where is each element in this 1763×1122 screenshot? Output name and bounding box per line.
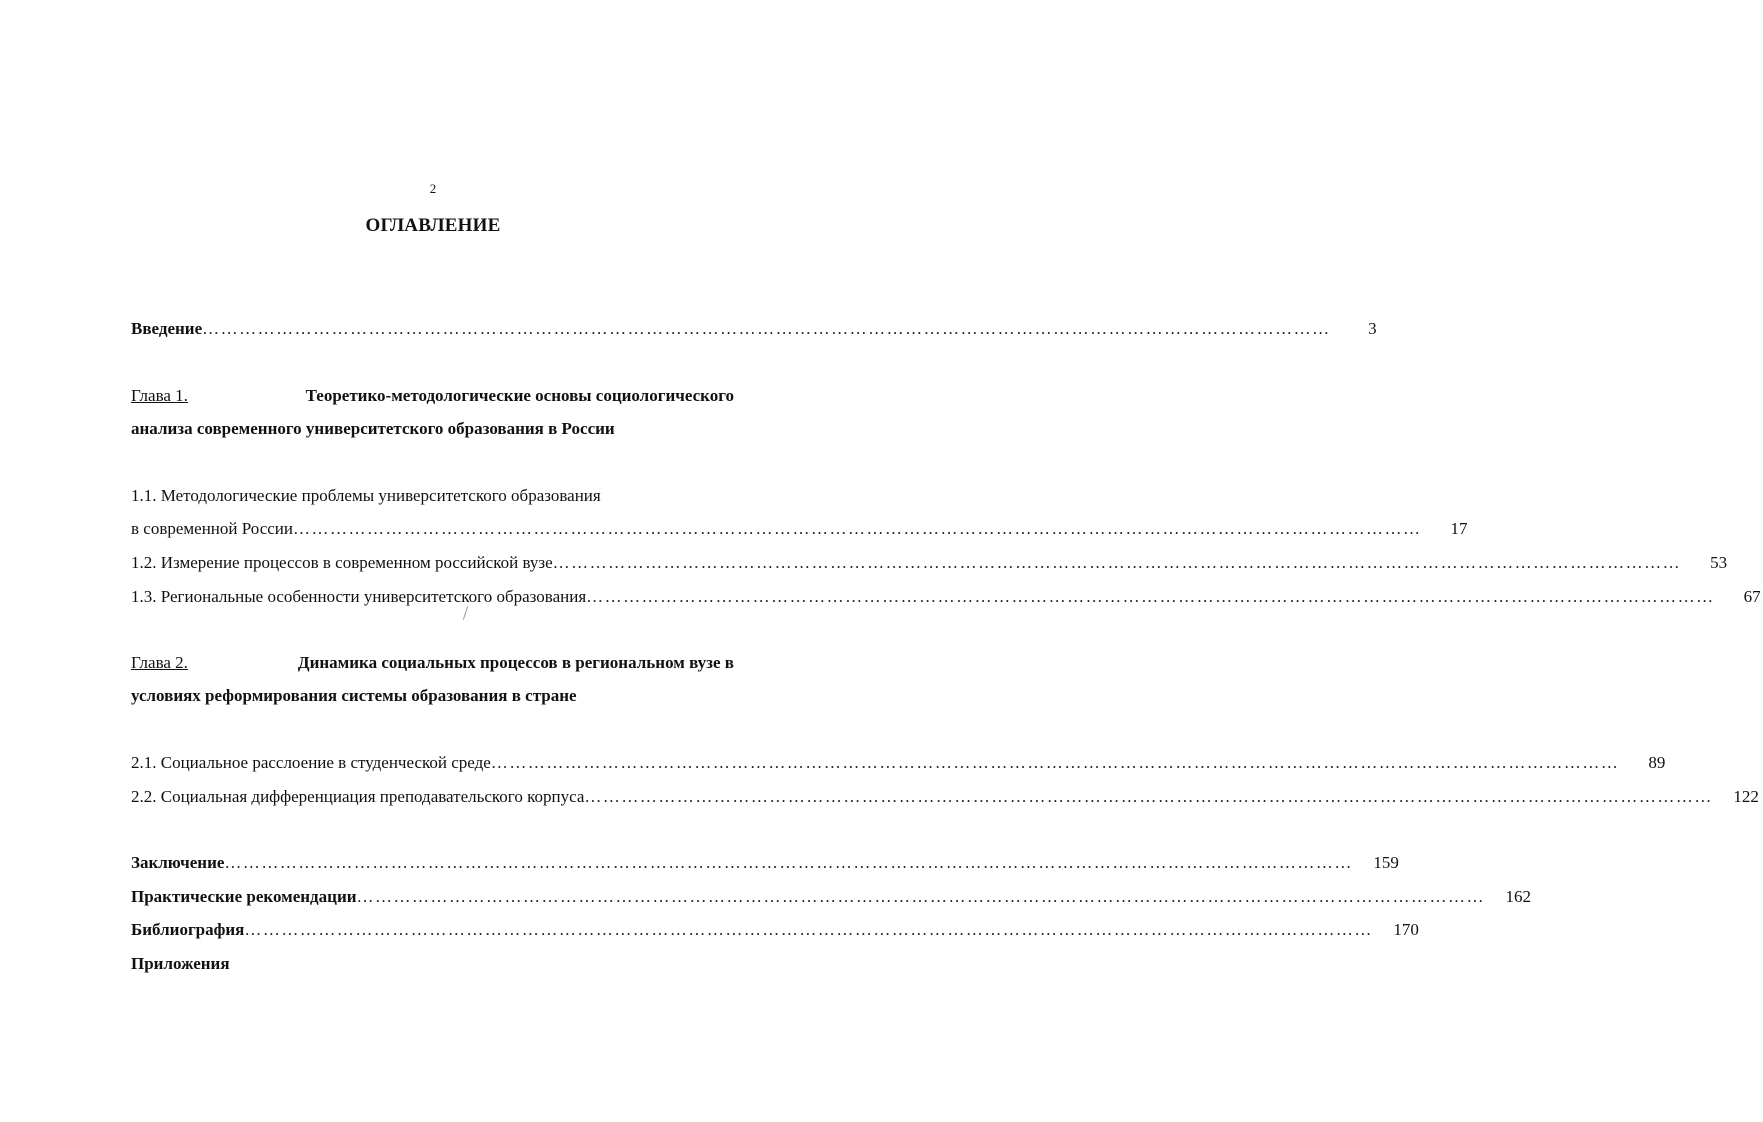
toc-entry-label: 2.1. Социальное расслоение в студенческой среде — [131, 753, 491, 772]
dot-leader: ………………………………………………………………………………………………………………………………………………………………… — [356, 887, 1486, 906]
toc-entry-label: в современной России — [131, 519, 293, 538]
toc-section-2-2[interactable] — [131, 784, 1759, 810]
toc-entry-page: 89 — [1648, 753, 1666, 772]
toc-entry-page: 67 — [1743, 587, 1761, 606]
chapter-1-label: Глава 1. — [131, 386, 188, 405]
toc-chapter-2-heading[interactable] — [131, 650, 734, 676]
toc-entry-page: 122 — [1733, 787, 1759, 806]
toc-entry-label: 1.2. Измерение процессов в современном российской вузе — [131, 553, 553, 572]
page-title: ОГЛАВЛЕНИЕ — [365, 215, 501, 236]
dot-leader: ………………………………………………………………………………………………………………………………………………………………… — [490, 753, 1620, 772]
dot-leader: ………………………………………………………………………………………………………………………………………………………………… — [552, 553, 1682, 572]
toc-entry-bibliography[interactable] — [131, 917, 1419, 943]
toc-entry-label: Введение — [131, 319, 203, 338]
chapter-1-title-line1: Теоретико-методологические основы социологического — [305, 386, 734, 405]
toc-entry-intro[interactable] — [131, 316, 1377, 342]
page-number: 2 — [429, 181, 437, 196]
toc-entry-page: 53 — [1710, 553, 1728, 572]
chapter-1-title-line2: анализа современного университетского образования в России — [131, 419, 615, 438]
toc-entry-label: 1.3. Региональные особенности университетского образования — [131, 587, 587, 606]
toc-chapter-1-heading[interactable] — [131, 383, 734, 409]
dot-leader: ………………………………………………………………………………………………………………………………………………………………… — [584, 787, 1713, 806]
dot-leader: ………………………………………………………………………………………………………………………………………………………………… — [224, 853, 1353, 872]
toc-section-1-3[interactable] — [131, 584, 1761, 610]
toc-entry-label: Заключение — [131, 853, 225, 872]
toc-entry-page: 159 — [1373, 853, 1399, 872]
toc-entry-label: Практические рекомендации — [131, 887, 357, 906]
toc-section-1-1[interactable] — [131, 516, 1468, 542]
toc-entry-page: 170 — [1393, 920, 1419, 939]
chapter-2-title-line2: условиях реформирования системы образования в стране — [131, 686, 577, 705]
toc-section-1-2[interactable] — [131, 550, 1728, 576]
toc-entry-appendices[interactable]: Приложения — [131, 954, 230, 973]
chapter-2-label: Глава 2. — [131, 653, 188, 672]
chapter-2-title-line1: Динамика социальных процессов в региональном вузе в — [297, 653, 734, 672]
dot-leader: ………………………………………………………………………………………………………………………………………………………………… — [202, 319, 1331, 338]
toc-entry-page: 17 — [1450, 519, 1468, 538]
toc-section-1-1-line1: 1.1. Методологические проблемы университетского образования — [131, 486, 601, 505]
dot-leader: ………………………………………………………………………………………………………………………………………………………………… — [586, 587, 1715, 606]
toc-entry-label: 2.2. Социальная дифференциация преподавательского корпуса — [131, 787, 585, 806]
toc-section-2-1[interactable] — [131, 750, 1666, 776]
toc-entry-page: 3 — [1368, 319, 1377, 338]
dot-leader: ………………………………………………………………………………………………………………………………………………………………… — [292, 519, 1422, 538]
toc-entry-label: Библиография — [131, 920, 245, 939]
dot-leader: ………………………………………………………………………………………………………………………………………………………………… — [244, 920, 1373, 939]
toc-entry-page: 162 — [1505, 887, 1532, 906]
toc-entry-conclusion[interactable] — [131, 850, 1399, 876]
toc-entry-recommendations[interactable] — [131, 884, 1532, 910]
